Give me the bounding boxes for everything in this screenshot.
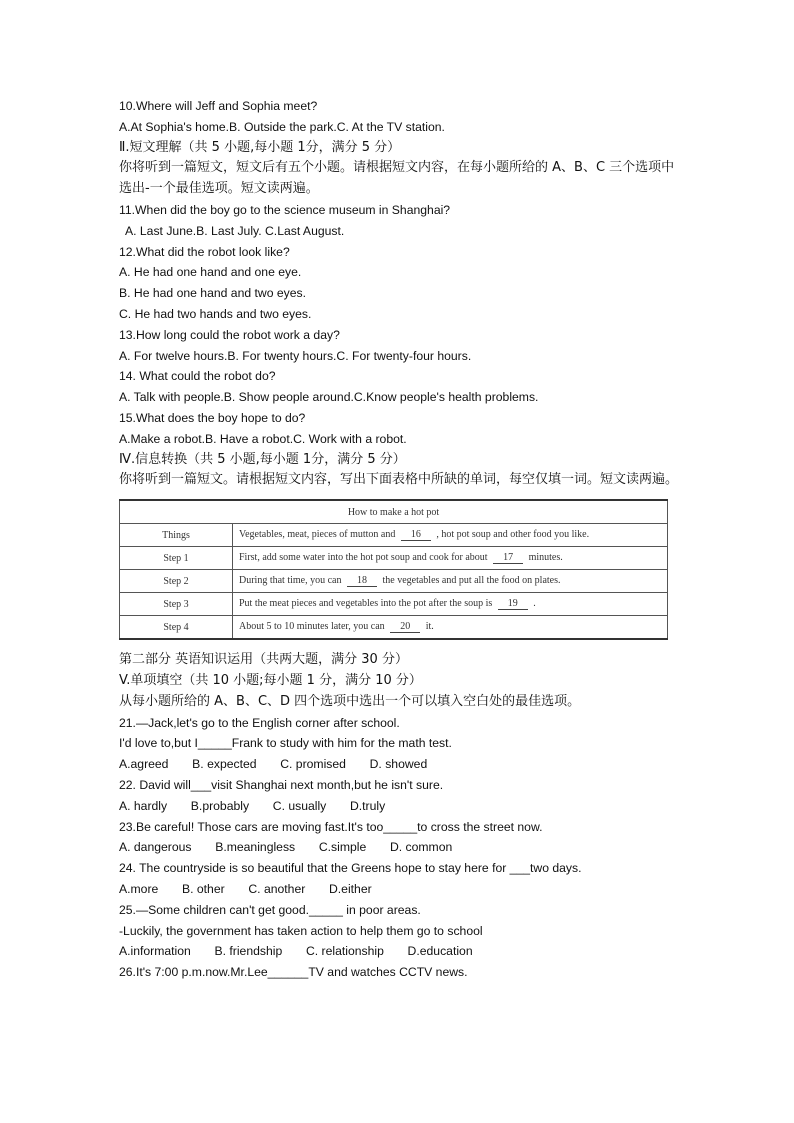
row-content xyxy=(233,524,668,547)
answer-blank-19: 19 xyxy=(498,598,528,610)
question-21-options: A.agreed B. expected C. promised D. showed xyxy=(119,757,428,772)
row-text-after: the vegetables and put all the food on plates. xyxy=(382,575,561,587)
info-transfer-table xyxy=(119,499,668,640)
row-text-before: About 5 to 10 minutes later, you can xyxy=(239,621,385,633)
row-text-after: minutes. xyxy=(528,552,563,564)
row-content xyxy=(233,593,668,616)
row-label: Step 4 xyxy=(120,616,233,640)
exam-page xyxy=(119,96,679,983)
question-15: 15.What does the boy hope to do? xyxy=(119,410,306,425)
question-24-options: A.more B. other C. another D.either xyxy=(119,881,372,896)
answer-blank-20: 20 xyxy=(390,621,420,633)
section-knowledge-part xyxy=(119,650,679,983)
row-content xyxy=(233,547,668,570)
section-ii-heading: Ⅱ.短文理解（共 5 小题,每小题 1分，满分 5 分） xyxy=(119,139,401,155)
question-12-option-a: A. He had one hand and one eye. xyxy=(119,265,302,280)
row-text-before: Put the meat pieces and vegetables into the pot after the soup is xyxy=(239,598,493,610)
question-22-options: A. hardly B.probably C. usually D.truly xyxy=(119,798,386,813)
question-23-options: A. dangerous B.meaningless C.simple D. common xyxy=(119,840,453,855)
row-text-before: Vegetables, meat, pieces of mutton and xyxy=(239,529,396,541)
section-v-instructions: 从每小题所给的 A、B、C、D 四个选项中选出一个可以填入空白处的最佳选项。 xyxy=(119,693,581,709)
question-12-option-b: B. He had one hand and two eyes. xyxy=(119,286,307,301)
question-21: 21.—Jack,let's go to the English corner after school. xyxy=(119,715,400,730)
table-row xyxy=(120,616,668,640)
table-row xyxy=(120,593,668,616)
section-ii-instructions: 你将听到一篇短文，短文后有五个小题。请根据短文内容，在每小题所给的 A、B、C 三个选项中选出-一个最佳选项。短文读两遍。 xyxy=(119,160,675,197)
table-row xyxy=(120,547,668,570)
row-label: Step 3 xyxy=(120,593,233,616)
row-text-before: During that time, you can xyxy=(239,575,342,587)
answer-blank-16: 16 xyxy=(401,529,431,541)
row-label: Things xyxy=(120,524,233,547)
question-24: 24. The countryside is so beautiful that the Greens hope to stay here for ___two days. xyxy=(119,861,582,876)
row-label: Step 1 xyxy=(120,547,233,570)
question-13: 13.How long could the robot work a day? xyxy=(119,327,340,342)
table-row xyxy=(120,570,668,593)
answer-blank-17: 17 xyxy=(493,552,523,564)
row-content xyxy=(233,570,668,593)
row-text-before: First, add some water into the hot pot soup and cook for about xyxy=(239,552,488,564)
question-10: 10.Where will Jeff and Sophia meet? xyxy=(119,99,318,113)
row-text-after: , hot pot soup and other food you like. xyxy=(436,529,590,541)
question-11: 11.When did the boy go to the science museum in Shanghai? xyxy=(119,202,451,217)
question-15-options: A.Make a robot.B. Have a robot.C. Work with a robot. xyxy=(119,431,407,446)
table-row xyxy=(120,524,668,547)
question-12: 12.What did the robot look like? xyxy=(119,244,290,259)
part-two-heading: 第二部分 英语知识运用（共两大题，满分 30 分） xyxy=(119,652,408,668)
table-title: How to make a hot pot xyxy=(120,500,668,524)
section-iv-heading: Ⅳ.信息转换（共 5 小题,每小题 1分，满分 5 分） xyxy=(119,451,406,467)
question-25: 25.—Some children can't get good._____ in poor areas. xyxy=(119,902,421,917)
question-11-options: A. Last June.B. Last July. C.Last August. xyxy=(125,223,345,238)
answer-blank-18: 18 xyxy=(347,575,377,587)
question-12-option-c: C. He had two hands and two eyes. xyxy=(119,306,312,321)
row-text-after: . xyxy=(533,598,536,610)
question-13-options: A. For twelve hours.B. For twenty hours.C. For twenty-four hours. xyxy=(119,348,472,363)
section-iv-instructions: 你将听到一篇短文。请根据短文内容，写出下面表格中所缺的单词，每空仅填一词。短文读两遍。 xyxy=(119,472,679,488)
row-content xyxy=(233,616,668,640)
question-25-options: A.information B. friendship C. relationship D.education xyxy=(119,944,473,959)
question-22: 22. David will___visit Shanghai next month,but he isn't sure. xyxy=(119,777,444,792)
row-label: Step 2 xyxy=(120,570,233,593)
question-14: 14. What could the robot do? xyxy=(119,369,276,384)
section-v-heading: V.单项填空（共 10 小题;每小题 1 分，满分 10 分） xyxy=(119,672,422,688)
question-14-options: A. Talk with people.B. Show people around.C.Know people's health problems. xyxy=(119,390,539,405)
question-21-response: I'd love to,but I_____Frank to study with him for the math test. xyxy=(119,736,452,751)
question-10-options: A.At Sophia's home.B. Outside the park.C. At the TV station. xyxy=(119,119,445,134)
row-text-after: it. xyxy=(425,621,434,633)
question-25-response: -Luckily, the government has taken action to help them go to school xyxy=(119,923,483,938)
question-26: 26.It's 7:00 p.m.now.Mr.Lee______TV and watches CCTV news. xyxy=(119,965,468,980)
question-23: 23.Be careful! Those cars are moving fast.It's too_____to cross the street now. xyxy=(119,819,543,834)
section-listening-part xyxy=(119,96,679,491)
